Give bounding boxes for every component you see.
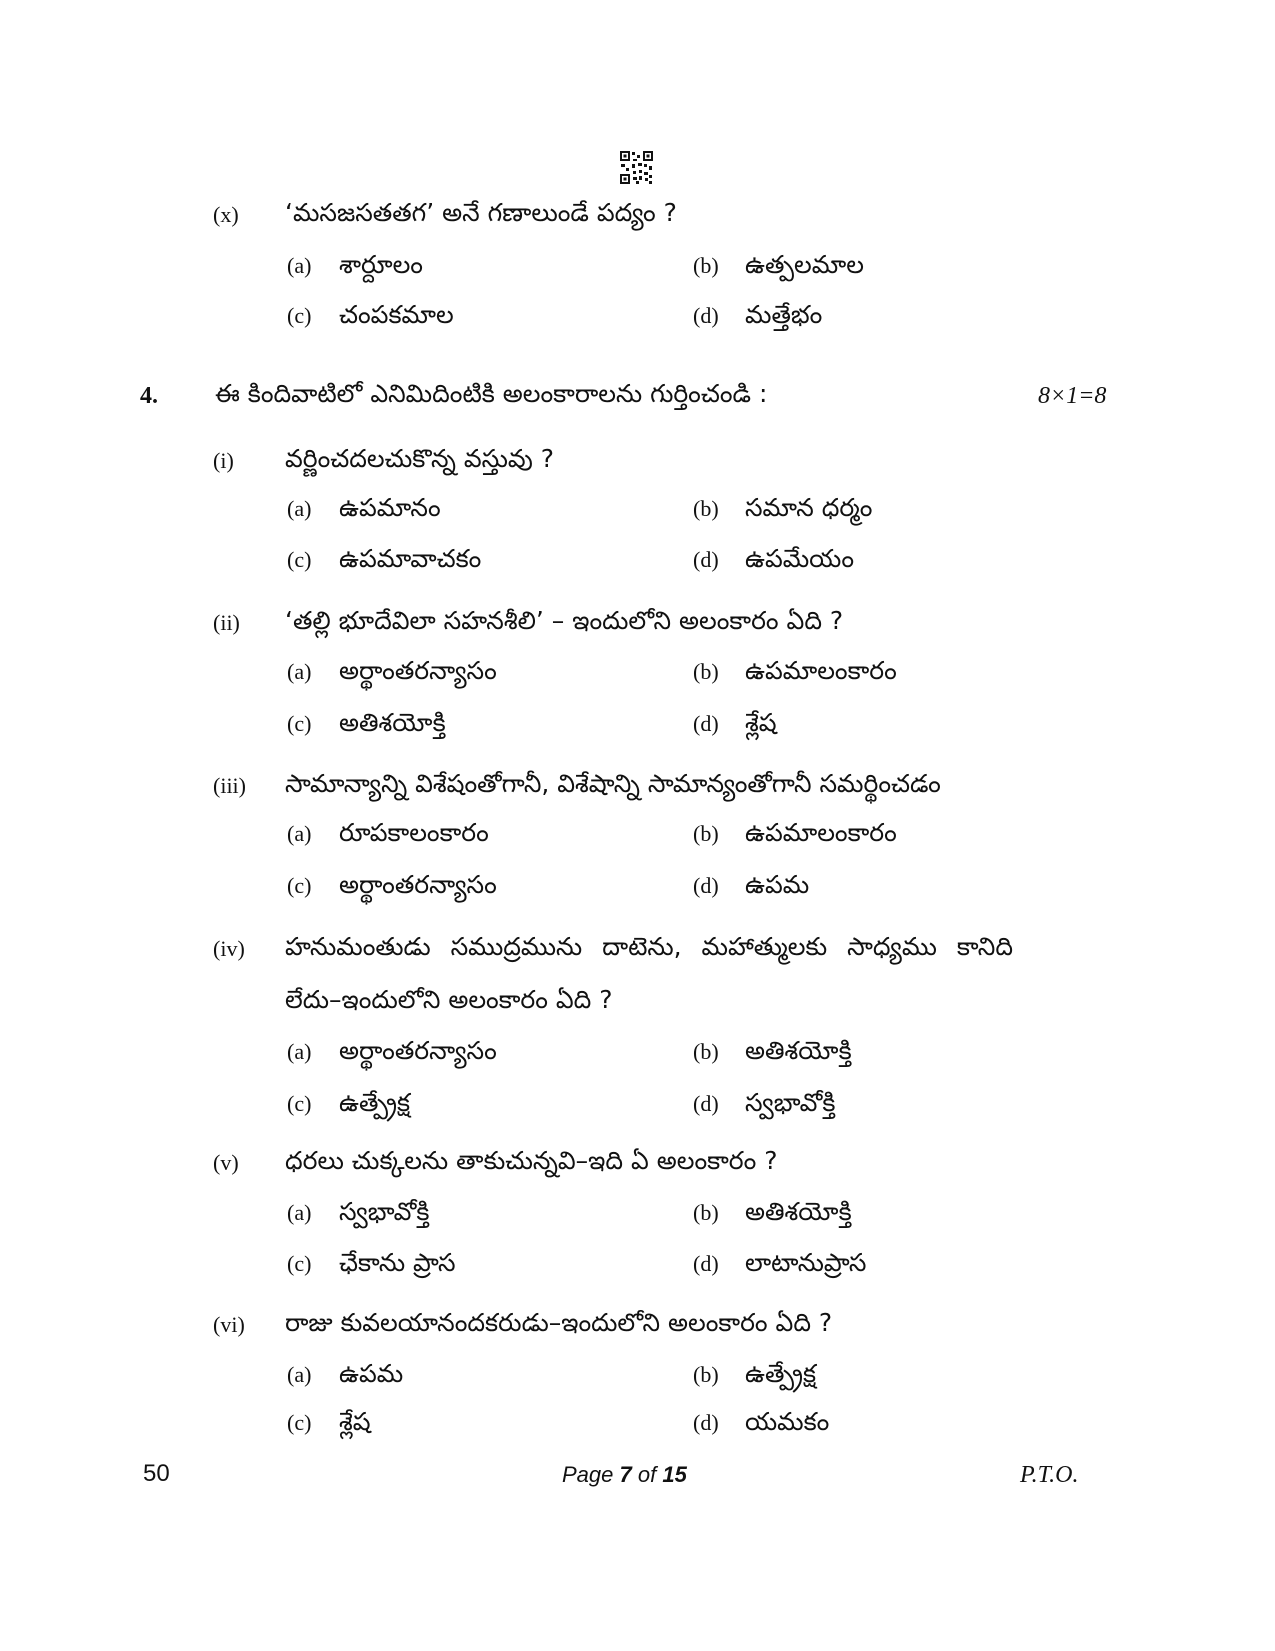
option-c [287,708,446,744]
page-indicator [562,1462,687,1488]
page-prefix: Page [562,1462,620,1487]
option-label: (c) [287,711,312,736]
option-text: రూపకాలంకారం [339,818,489,847]
option-label: (d) [693,873,719,898]
option-text: లాటానుప్రాస [745,1248,867,1277]
question-text-line-2: లేదు–ఇందులోని అలంకారం ఏది ? [285,985,613,1014]
question-number: (x) [213,202,239,227]
option-text: ఉపమేయం [745,544,855,573]
option-text: అతిశయోక్తి [745,1036,852,1065]
option-d [693,544,854,580]
option-d [693,870,809,906]
option-b [693,493,872,529]
question-text-line-1 [285,932,1113,968]
option-label: (b) [693,496,719,521]
option-b [693,1197,852,1233]
question-text: హనుమంతుడు సముద్రమును దాటెను, మహాత్ములకు సాధ్యము కానిది [285,932,1013,961]
page-total: 15 [662,1462,687,1487]
option-text: చంపకమాల [339,300,454,329]
option-text: అర్థాంతరన్యాసం [339,870,497,899]
option-label: (b) [693,659,719,684]
option-d [693,708,777,744]
option-d [693,1407,829,1443]
question-4-text: ఈ కిందివాటిలో ఎనిమిదింటికి అలంకారాలను గుర్తించండి : [215,379,768,408]
option-text: ఉపమావాచకం [339,544,482,573]
question-number: (i) [213,448,234,473]
pto-note: P.T.O. [1020,1462,1079,1488]
paper-code: 50 [143,1460,170,1487]
option-text: శ్లేష [745,708,777,737]
option-text: ఛేకాను ప్రాస [339,1248,456,1277]
option-a [287,493,441,529]
option-text: ఉపమ [745,870,810,899]
option-b [693,656,897,692]
option-text: స్వభావోక్తి [339,1197,430,1226]
option-text: అతిశయోక్తి [745,1197,852,1226]
option-c [287,1088,410,1124]
option-text: ఉత్ప్రేక్ష [339,1088,411,1117]
option-text: ఉపమాలంకారం [745,818,897,847]
option-a [287,250,423,286]
option-label: (a) [287,1362,312,1387]
question-number: (vi) [213,1312,245,1337]
option-b [693,818,897,854]
option-label: (a) [287,1039,312,1064]
option-label: (a) [287,1200,312,1225]
option-text: ఉపమాలంకారం [745,656,897,685]
option-label: (c) [287,1091,312,1116]
option-text: అర్థాంతరన్యాసం [339,656,497,685]
option-text: ఉత్ప్రేక్ష [745,1359,817,1388]
option-label: (b) [693,1362,719,1387]
option-label: (d) [693,1251,719,1276]
option-label: (c) [287,303,312,328]
option-text: స్వభావోక్తి [745,1088,836,1117]
question-number: (iii) [213,773,246,798]
option-label: (c) [287,1410,312,1435]
option-text: అర్థాంతరన్యాసం [339,1036,497,1065]
option-c [287,1248,456,1284]
option-label: (b) [693,1200,719,1225]
question-4-marks: 8×1=8 [1038,383,1107,409]
option-label: (c) [287,1251,312,1276]
option-text: సమాన ధర్మం [745,493,873,522]
question-4-number: 4. [140,383,158,409]
option-label: (c) [287,547,312,572]
question-text: రాజు కువలయానందకరుడు–ఇందులోని అలంకారం ఏది ? [285,1308,833,1337]
question-number: (v) [213,1150,239,1175]
option-label: (a) [287,821,312,846]
option-a [287,1359,403,1395]
option-label: (d) [693,303,719,328]
option-text: యమకం [745,1407,830,1436]
option-text: ఉపమానం [339,493,441,522]
option-a [287,1197,429,1233]
option-text: ఉపమ [339,1359,404,1388]
page-of: of [631,1462,663,1487]
option-label: (b) [693,821,719,846]
question-text: ‘తల్లి భూదేవిలా సహనశీలి’ – ఇందులోని అలంకారం ఏది ? [285,606,844,635]
option-a [287,656,497,692]
option-d [693,300,822,336]
option-label: (d) [693,711,719,736]
option-c [287,300,454,336]
option-label: (b) [693,1039,719,1064]
option-label: (a) [287,253,312,278]
option-label: (d) [693,547,719,572]
option-text: ఉత్పలమాల [745,250,864,279]
option-text: అతిశయోక్తి [339,708,446,737]
option-text: శ్లేష [339,1407,371,1436]
option-label: (a) [287,496,312,521]
option-a [287,818,489,854]
option-b [693,1359,816,1395]
option-label: (d) [693,1410,719,1435]
option-label: (a) [287,659,312,684]
option-d [693,1248,866,1284]
question-text: వర్ణించదలచుకొన్న వస్తువు ? [285,444,555,473]
option-label: (d) [693,1091,719,1116]
option-a [287,1036,497,1072]
option-b [693,250,864,286]
option-c [287,544,481,580]
qr-code-icon [619,150,654,185]
option-b [693,1036,852,1072]
question-number: (iv) [213,936,245,961]
page-current: 7 [619,1462,632,1487]
option-text: శార్దూలం [339,250,423,279]
question-text: ధరలు చుక్కలను తాకుచున్నవి–ఇది ఏ అలంకారం ? [285,1146,778,1175]
question-number: (ii) [213,610,240,635]
question-text: ‘మసజసతతగ’ అనే గణాలుండే పద్యం ? [285,198,677,227]
option-c [287,1407,371,1443]
option-label: (c) [287,873,312,898]
option-label: (b) [693,253,719,278]
option-c [287,870,497,906]
option-text: మత్తేభం [745,300,823,329]
question-text: సామాన్యాన్ని విశేషంతోగానీ, విశేషాన్ని సామాన్యంతోగానీ సమర్థించడం [285,769,941,798]
option-d [693,1088,835,1124]
